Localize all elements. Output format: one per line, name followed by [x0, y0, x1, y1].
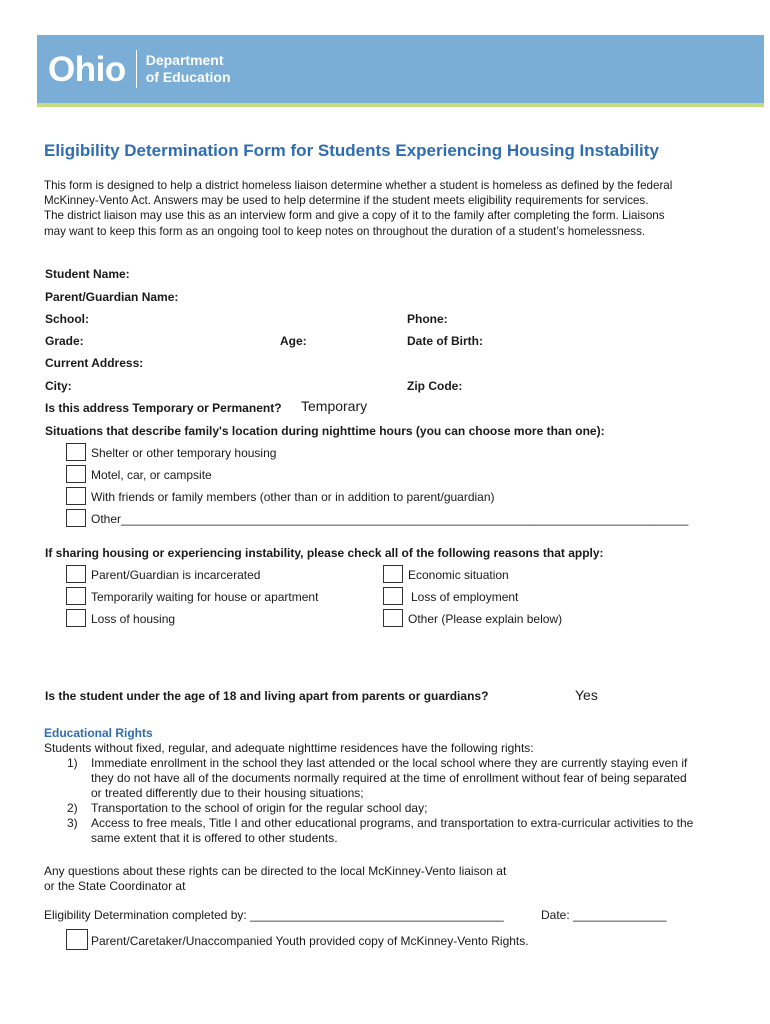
intro-line: The district liaison may use this as an interview form and give a copy of it to the family after completing the form. Liaisons [44, 209, 665, 223]
phone-label: Phone: [407, 312, 448, 326]
under18-answer[interactable]: Yes [575, 687, 598, 703]
waiting-housing-checkbox[interactable] [66, 587, 86, 605]
friends-family-option-label: With friends or family members (other than or in addition to parent/guardian) [91, 490, 495, 504]
incarcerated-checkbox[interactable] [66, 565, 86, 583]
waiting-housing-label: Temporarily waiting for house or apartment [91, 590, 319, 604]
rights-item-line: Access to free meals, Title I and other educational programs, and transportation to extra-curricular activities to the [91, 816, 694, 830]
logo-ohio-text: Ohio [48, 49, 126, 89]
grade-label: Grade: [45, 334, 84, 348]
under18-question: Is the student under the age of 18 and living apart from parents or guardians? [45, 689, 489, 703]
intro-line: This form is designed to help a district homeless liaison determine whether a student is homeless as defined by the federal [44, 179, 673, 192]
page-title: Eligibility Determination Form for Students Experiencing Housing Instability [44, 141, 659, 160]
loss-of-housing-label: Loss of housing [91, 612, 176, 626]
rights-intro: Students without fixed, regular, and adequate nighttime residences have the following rights: [44, 741, 534, 755]
current-address-label: Current Address: [45, 356, 144, 370]
incarcerated-label: Parent/Guardian is incarcerated [91, 568, 261, 582]
reasons-question: If sharing housing or experiencing instability, please check all of the following reasons that apply: [45, 546, 604, 560]
other-reason-checkbox[interactable] [383, 609, 403, 627]
date-field[interactable]: Date: ______________ [541, 908, 667, 922]
copy-provided-label: Parent/Caretaker/Unaccompanied Youth provided copy of McKinney-Vento Rights. [91, 934, 529, 948]
other-reason-label: Other (Please explain below) [408, 612, 563, 626]
logo-department [146, 52, 231, 86]
loss-of-housing-checkbox[interactable] [66, 609, 86, 627]
loss-of-employment-checkbox[interactable] [383, 587, 403, 605]
friends-family-checkbox[interactable] [66, 487, 86, 505]
ohio-logo [48, 46, 231, 92]
motel-option-label: Motel, car, or campsite [91, 468, 212, 482]
parent-name-label: Parent/Guardian Name: [45, 290, 179, 304]
copy-provided-checkbox[interactable] [66, 929, 88, 950]
rights-item-line: they do not have all of the documents normally required at the time of enrollment without fear of being separated [91, 771, 687, 785]
temp-perm-question: Is this address Temporary or Permanent? [45, 401, 282, 415]
loss-of-employment-label: Loss of employment [411, 590, 519, 604]
intro-line: may want to keep this form as an ongoing tool to keep notes on throughout the duration of a student’s homelessness. [44, 224, 646, 238]
rights-item-line: Immediate enrollment in the school they last attended or the local school where they are currently staying even if [91, 756, 688, 770]
questions-line: Any questions about these rights can be directed to the local McKinney-Vento liaison at [44, 864, 507, 878]
age-label: Age: [280, 334, 307, 348]
questions-line: or the State Coordinator at [44, 879, 186, 893]
rights-item-number: 1) [67, 756, 78, 770]
school-label: School: [45, 312, 89, 326]
shelter-checkbox[interactable] [66, 443, 86, 461]
logo-divider [136, 50, 137, 88]
intro-line: McKinney-Vento Act. Answers may be used to help determine if the student meets eligibility requirements for services. [44, 194, 649, 208]
zip-label: Zip Code: [407, 379, 463, 393]
rights-item-number: 3) [67, 816, 78, 830]
temp-perm-value[interactable]: Temporary [301, 398, 368, 414]
situations-question: Situations that describe family's location during nighttime hours (you can choose more than one): [45, 424, 605, 438]
city-label: City: [45, 379, 72, 393]
rights-item-line: Transportation to the school of origin for the regular school day; [91, 801, 428, 815]
logo-dept-line2: of Education [145, 69, 231, 85]
shelter-option-label: Shelter or other temporary housing [91, 446, 277, 460]
student-name-label: Student Name: [45, 267, 130, 281]
dob-label: Date of Birth: [407, 334, 483, 348]
logo-dept-line1: Department [145, 52, 224, 68]
header-accent-line [37, 103, 764, 107]
rights-item-line: or treated differently due to their housing situations; [91, 786, 364, 800]
rights-item-number: 2) [67, 801, 78, 815]
rights-item-line: same extent that it is offered to other students. [91, 831, 338, 845]
other-situation-label: Other_____________________________________________________________________________________ [91, 512, 689, 526]
completed-by-field[interactable]: Eligibility Determination completed by: ______________________________________ [44, 908, 504, 922]
motel-checkbox[interactable] [66, 465, 86, 483]
economic-checkbox[interactable] [383, 565, 403, 583]
economic-label: Economic situation [408, 568, 509, 582]
intro-paragraph [44, 178, 734, 239]
rights-heading: Educational Rights [44, 726, 153, 740]
other-situation-checkbox[interactable] [66, 509, 86, 527]
